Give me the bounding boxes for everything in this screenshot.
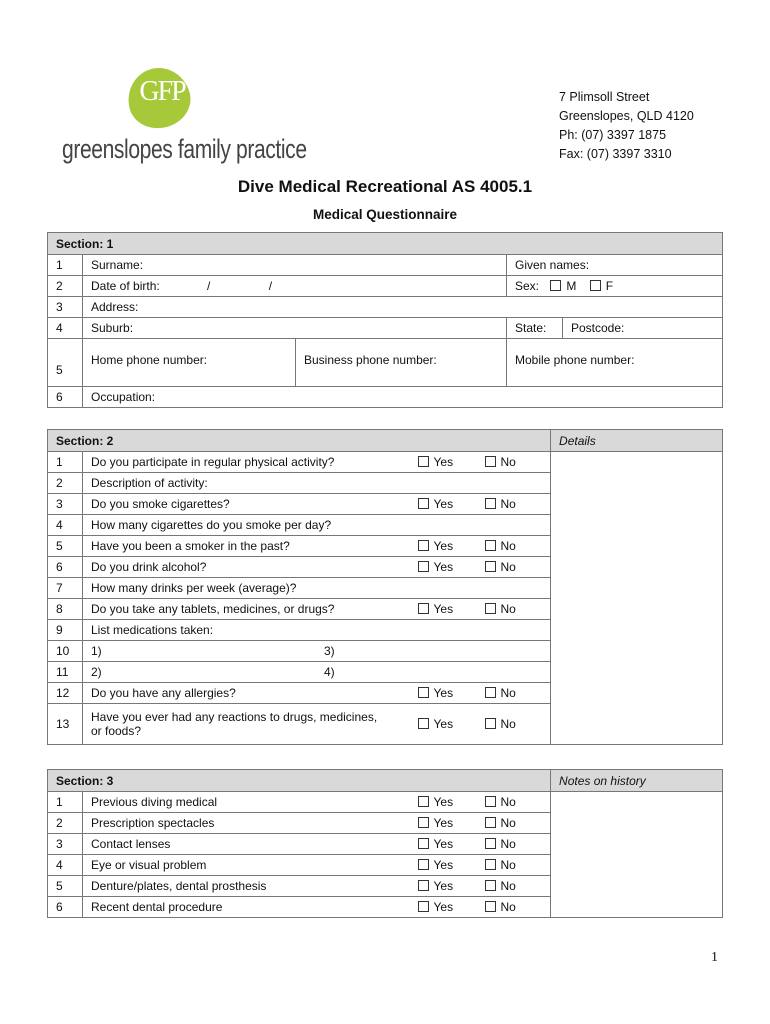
no-label: No bbox=[500, 686, 516, 700]
row-number: 12 bbox=[48, 683, 83, 704]
no-option[interactable] bbox=[477, 897, 551, 918]
sex-male-checkbox[interactable] bbox=[550, 280, 561, 291]
surname-field[interactable]: Surname: bbox=[83, 255, 507, 276]
no-label: No bbox=[500, 879, 516, 893]
sex-male-label: M bbox=[566, 279, 577, 293]
row-number: 6 bbox=[48, 897, 83, 918]
yes-checkbox[interactable] bbox=[418, 901, 429, 912]
no-label: No bbox=[500, 497, 516, 511]
yes-checkbox[interactable] bbox=[418, 838, 429, 849]
sex-field bbox=[507, 276, 723, 297]
no-option[interactable] bbox=[477, 599, 551, 620]
yes-option[interactable] bbox=[410, 855, 477, 876]
question-text bbox=[83, 641, 551, 662]
home-phone-field[interactable]: Home phone number: bbox=[83, 339, 296, 387]
row-number: 3 bbox=[48, 494, 83, 515]
yes-checkbox[interactable] bbox=[418, 498, 429, 509]
yes-label: Yes bbox=[433, 858, 454, 872]
yes-option[interactable] bbox=[410, 599, 477, 620]
form-title: Dive Medical Recreational AS 4005.1 bbox=[237, 177, 533, 196]
question-text: Prescription spectacles bbox=[83, 813, 410, 834]
details-column[interactable] bbox=[551, 792, 723, 918]
yes-checkbox[interactable] bbox=[418, 880, 429, 891]
yes-option[interactable] bbox=[410, 792, 477, 813]
no-checkbox[interactable] bbox=[485, 498, 496, 509]
phone-line: Ph: (07) 3397 1875 bbox=[559, 128, 667, 142]
no-checkbox[interactable] bbox=[485, 838, 496, 849]
question-text: Do you smoke cigarettes? bbox=[83, 494, 410, 515]
sex-label: Sex: bbox=[515, 279, 540, 293]
yes-label: Yes bbox=[433, 837, 454, 851]
row-number: 1 bbox=[48, 792, 83, 813]
no-option[interactable] bbox=[477, 557, 551, 578]
medication-slot[interactable]: 3) bbox=[324, 644, 335, 658]
yes-label: Yes bbox=[433, 539, 454, 553]
row-number: 4 bbox=[48, 515, 83, 536]
question-text: Eye or visual problem bbox=[83, 855, 410, 876]
no-checkbox[interactable] bbox=[485, 901, 496, 912]
yes-option[interactable] bbox=[410, 683, 477, 704]
yes-option[interactable] bbox=[410, 494, 477, 515]
question-text: Do you have any allergies? bbox=[83, 683, 410, 704]
logo-mark: GFP bbox=[139, 76, 185, 107]
no-option[interactable] bbox=[477, 452, 551, 473]
yes-checkbox[interactable] bbox=[418, 456, 429, 467]
no-label: No bbox=[500, 539, 516, 553]
yes-label: Yes bbox=[433, 795, 454, 809]
no-option[interactable] bbox=[477, 536, 551, 557]
row-number: 4 bbox=[48, 318, 83, 339]
yes-label: Yes bbox=[433, 497, 454, 511]
dob-slash: / bbox=[268, 279, 273, 293]
no-checkbox[interactable] bbox=[485, 859, 496, 870]
section-2-table bbox=[47, 429, 723, 745]
row-number: 9 bbox=[48, 620, 83, 641]
yes-checkbox[interactable] bbox=[418, 687, 429, 698]
row-number: 2 bbox=[48, 276, 83, 297]
section-3-table bbox=[47, 769, 723, 918]
no-checkbox[interactable] bbox=[485, 540, 496, 551]
row-number: 6 bbox=[48, 557, 83, 578]
medication-slot[interactable]: 1) bbox=[91, 644, 102, 658]
details-column-heading: Details bbox=[551, 430, 723, 452]
question-text: Do you participate in regular physical activity? bbox=[83, 452, 410, 473]
yes-option[interactable] bbox=[410, 897, 477, 918]
question-text: Contact lenses bbox=[83, 834, 410, 855]
row-number: 7 bbox=[48, 578, 83, 599]
question-line: Have you ever had any reactions to drugs, medicines, bbox=[91, 710, 378, 724]
details-column[interactable] bbox=[551, 452, 723, 745]
yes-label: Yes bbox=[433, 879, 454, 893]
dob-slash: / bbox=[207, 279, 211, 293]
yes-option[interactable] bbox=[410, 557, 477, 578]
practice-logo bbox=[62, 68, 307, 168]
page-number: 1 bbox=[711, 950, 718, 965]
no-label: No bbox=[500, 858, 516, 872]
no-option[interactable] bbox=[477, 876, 551, 897]
question-text: List medications taken: bbox=[83, 620, 551, 641]
row-number: 5 bbox=[48, 536, 83, 557]
yes-label: Yes bbox=[433, 816, 454, 830]
yes-option[interactable] bbox=[410, 876, 477, 897]
no-option[interactable] bbox=[477, 683, 551, 704]
row-number: 10 bbox=[48, 641, 83, 662]
medication-slot[interactable]: 4) bbox=[324, 665, 335, 679]
form-subtitle: Medical Questionnaire bbox=[312, 207, 458, 222]
no-option[interactable] bbox=[477, 813, 551, 834]
notes-column-heading: Notes on history bbox=[551, 770, 723, 792]
yes-label: Yes bbox=[433, 602, 454, 616]
row-number: 3 bbox=[48, 297, 83, 318]
row-number: 2 bbox=[48, 813, 83, 834]
fax-line: Fax: (07) 3397 3310 bbox=[559, 147, 672, 161]
no-label: No bbox=[500, 900, 516, 914]
business-phone-field[interactable]: Business phone number: bbox=[296, 339, 507, 387]
row-number: 1 bbox=[48, 255, 83, 276]
row-number: 13 bbox=[48, 704, 83, 745]
no-checkbox[interactable] bbox=[485, 817, 496, 828]
suburb-field[interactable]: Suburb: bbox=[83, 318, 507, 339]
occupation-field[interactable]: Occupation: bbox=[83, 387, 723, 408]
no-checkbox[interactable] bbox=[485, 796, 496, 807]
no-label: No bbox=[500, 837, 516, 851]
section-1-heading: Section: 1 bbox=[48, 233, 723, 255]
practice-address bbox=[559, 88, 694, 164]
row-number: 4 bbox=[48, 855, 83, 876]
question-line: or foods? bbox=[91, 724, 142, 738]
question-text: Denture/plates, dental prosthesis bbox=[83, 876, 410, 897]
no-label: No bbox=[500, 560, 516, 574]
yes-option[interactable] bbox=[410, 536, 477, 557]
question-text: How many cigarettes do you smoke per day? bbox=[83, 515, 551, 536]
no-option[interactable] bbox=[477, 855, 551, 876]
no-checkbox[interactable] bbox=[485, 880, 496, 891]
question-text: Have you been a smoker in the past? bbox=[83, 536, 410, 557]
question-text: Do you take any tablets, medicines, or drugs? bbox=[83, 599, 410, 620]
section-2-heading: Section: 2 bbox=[48, 430, 551, 452]
row-number: 1 bbox=[48, 452, 83, 473]
no-option[interactable] bbox=[477, 834, 551, 855]
no-label: No bbox=[500, 602, 516, 616]
section-3-heading: Section: 3 bbox=[48, 770, 551, 792]
no-checkbox[interactable] bbox=[485, 718, 496, 729]
no-checkbox[interactable] bbox=[485, 603, 496, 614]
section-1-table bbox=[47, 232, 723, 408]
question-text: Recent dental procedure bbox=[83, 897, 410, 918]
medication-slot[interactable]: 2) bbox=[91, 665, 102, 679]
given-names-field[interactable]: Given names: bbox=[507, 255, 723, 276]
no-option[interactable] bbox=[477, 792, 551, 813]
yes-checkbox[interactable] bbox=[418, 540, 429, 551]
yes-option[interactable] bbox=[410, 813, 477, 834]
no-checkbox[interactable] bbox=[485, 561, 496, 572]
row-number: 11 bbox=[48, 662, 83, 683]
row-number: 2 bbox=[48, 473, 83, 494]
question-row bbox=[48, 452, 723, 473]
question-text bbox=[83, 662, 551, 683]
question-text: Do you drink alcohol? bbox=[83, 557, 410, 578]
no-option[interactable] bbox=[477, 704, 551, 745]
logo-text: greenslopes family practice bbox=[62, 134, 307, 164]
yes-option[interactable] bbox=[410, 452, 477, 473]
question-text: Previous diving medical bbox=[83, 792, 410, 813]
no-checkbox[interactable] bbox=[485, 456, 496, 467]
address-line: Greenslopes, QLD 4120 bbox=[559, 109, 694, 123]
sex-female-checkbox[interactable] bbox=[590, 280, 601, 291]
no-label: No bbox=[500, 795, 516, 809]
no-label: No bbox=[500, 455, 516, 469]
question-row bbox=[48, 792, 723, 813]
yes-checkbox[interactable] bbox=[418, 603, 429, 614]
yes-checkbox[interactable] bbox=[418, 859, 429, 870]
sex-female-label: F bbox=[605, 279, 614, 293]
yes-checkbox[interactable] bbox=[418, 796, 429, 807]
yes-checkbox[interactable] bbox=[418, 817, 429, 828]
postcode-field[interactable]: Postcode: bbox=[563, 318, 723, 339]
yes-option[interactable] bbox=[410, 704, 477, 745]
yes-label: Yes bbox=[433, 560, 454, 574]
yes-label: Yes bbox=[433, 717, 454, 731]
row-number: 5 bbox=[48, 876, 83, 897]
row-number: 5 bbox=[48, 339, 83, 387]
row-number: 6 bbox=[48, 387, 83, 408]
row-number: 3 bbox=[48, 834, 83, 855]
yes-label: Yes bbox=[433, 900, 454, 914]
no-option[interactable] bbox=[477, 494, 551, 515]
question-text bbox=[83, 704, 410, 745]
dob-label: Date of birth: bbox=[91, 279, 160, 293]
row-number: 8 bbox=[48, 599, 83, 620]
no-checkbox[interactable] bbox=[485, 687, 496, 698]
address-line: 7 Plimsoll Street bbox=[559, 90, 650, 104]
yes-option[interactable] bbox=[410, 834, 477, 855]
state-field[interactable]: State: bbox=[507, 318, 563, 339]
question-text: Description of activity: bbox=[83, 473, 551, 494]
yes-checkbox[interactable] bbox=[418, 561, 429, 572]
yes-checkbox[interactable] bbox=[418, 718, 429, 729]
yes-label: Yes bbox=[433, 686, 454, 700]
question-text: How many drinks per week (average)? bbox=[83, 578, 551, 599]
date-of-birth-field[interactable] bbox=[83, 276, 507, 297]
no-label: No bbox=[500, 816, 516, 830]
address-field[interactable]: Address: bbox=[83, 297, 723, 318]
yes-label: Yes bbox=[433, 455, 454, 469]
mobile-phone-field[interactable]: Mobile phone number: bbox=[507, 339, 723, 387]
no-label: No bbox=[500, 717, 516, 731]
